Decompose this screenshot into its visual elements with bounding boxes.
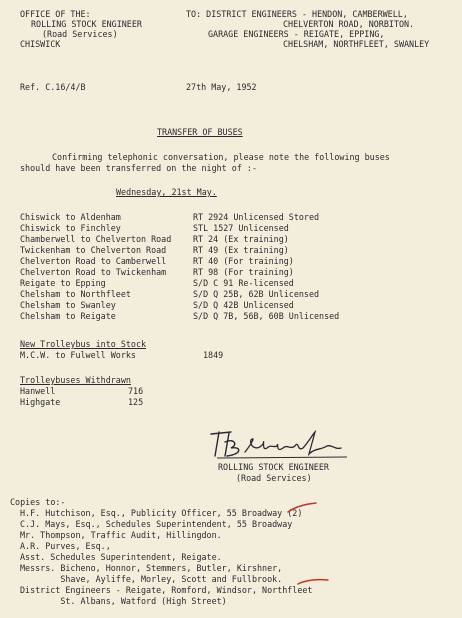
trolleybus-stock-value: 1849 xyxy=(203,350,224,360)
withdrawn-label: Highgate xyxy=(20,397,61,407)
copies-line: Messrs. Bicheno, Honnor, Stemmers, Butler, Kirshner, xyxy=(20,563,283,573)
transfer-route: Chelverton Road to Camberwell xyxy=(20,256,167,266)
copies-line: A.R. Purves, Esq., xyxy=(20,541,111,551)
copies-heading: Copies to:- xyxy=(10,497,66,507)
table-row xyxy=(20,212,450,222)
to-line-1: TO: DISTRICT ENGINEERS - HENDON, CAMBERWELL, xyxy=(186,9,408,19)
transfer-route: Chamberwell to Chelverton Road xyxy=(20,234,172,244)
memo-date: 27th May, 1952 xyxy=(186,82,257,92)
transfer-details: RT 98 (For training) xyxy=(193,267,294,277)
from-line-3: (Road Services) xyxy=(42,29,118,39)
trolleybus-stock-label: M.C.W. to Fulwell Works xyxy=(20,350,136,360)
transfer-details: RT 2924 Unlicensed Stored xyxy=(193,212,320,222)
copies-line: District Engineers - Reigate, Romford, Windsor, Northfleet xyxy=(20,585,313,595)
copies-line: St. Albans, Watford (High Street) xyxy=(20,596,227,606)
table-row xyxy=(20,245,450,255)
from-line-1: OFFICE OF THE: xyxy=(20,9,91,19)
withdrawn-value: 716 xyxy=(128,386,144,396)
signature-subtitle: (Road Services) xyxy=(236,473,312,483)
copies-line: Asst. Schedules Superintendent, Reigate. xyxy=(20,552,222,562)
transfer-details: S/D Q 42B Unlicensed xyxy=(193,300,294,310)
transfer-route: Chelsham to Northfleet xyxy=(20,289,131,299)
intro-line-2: should have been transferred on the night of :- xyxy=(20,163,257,173)
transfer-details: RT 24 (Ex training) xyxy=(193,234,289,244)
table-row xyxy=(20,350,450,360)
transfer-route: Reigate to Epping xyxy=(20,278,106,288)
signature-mark xyxy=(205,422,355,462)
transfer-route: Chiswick to Aldenham xyxy=(20,212,121,222)
transfer-route: Chelverton Road to Twickenham xyxy=(20,267,167,277)
table-row xyxy=(20,311,450,321)
transfer-details: STL 1527 Unlicensed xyxy=(193,223,289,233)
reference: Ref. C.16/4/B xyxy=(20,82,86,92)
table-row xyxy=(20,289,450,299)
transfer-details: S/D Q 25B, 62B Unlicensed xyxy=(193,289,320,299)
intro-line-1: Confirming telephonic conversation, please note the following buses xyxy=(52,152,390,162)
transfer-route: Chelsham to Swanley xyxy=(20,300,116,310)
to-line-3: GARAGE ENGINEERS - REIGATE, EPPING, xyxy=(208,29,385,39)
table-row xyxy=(20,223,450,233)
table-row xyxy=(20,234,450,244)
copies-line: Mr. Thompson, Traffic Audit, Hillingdon. xyxy=(20,530,222,540)
transfer-details: S/D Q 7B, 56B, 60B Unlicensed xyxy=(193,311,340,321)
copies-line: Shave, Ayliffe, Morley, Scott and Fullbrook. xyxy=(20,574,283,584)
transfer-details: S/D C 91 Re-licensed xyxy=(193,278,294,288)
from-line-2: ROLLING STOCK ENGINEER xyxy=(31,19,142,29)
trolleybus-withdrawn-heading: Trolleybuses Withdrawn xyxy=(20,375,131,385)
copies-line: C.J. Mays, Esq., Schedules Superintendent, 55 Broadway xyxy=(20,519,293,529)
copies-line: H.F. Hutchison, Esq., Publicity Officer, 55 Broadway (2) xyxy=(20,508,303,518)
table-row xyxy=(20,267,450,277)
withdrawn-value: 125 xyxy=(128,397,144,407)
transfer-route: Chiswick to Finchley xyxy=(20,223,121,233)
signature-title: ROLLING STOCK ENGINEER xyxy=(218,462,329,472)
to-line-2: CHELVERTON ROAD, NORBITON. xyxy=(283,19,415,29)
table-row xyxy=(20,397,450,407)
transfer-route: Chelsham to Reigate xyxy=(20,311,116,321)
table-row xyxy=(20,278,450,288)
transfer-date: Wednesday, 21st May. xyxy=(116,187,217,197)
transfer-details: RT 49 (Ex training) xyxy=(193,245,289,255)
transfer-details: RT 40 (For training) xyxy=(193,256,294,266)
memo-title: TRANSFER OF BUSES xyxy=(157,127,243,137)
trolleybus-stock-heading: New Trolleybus into Stock xyxy=(20,339,147,349)
to-line-4: CHELSHAM, NORTHFLEET, SWANLEY xyxy=(283,39,430,49)
from-line-4: CHISWICK xyxy=(20,39,61,49)
withdrawn-label: Hanwell xyxy=(20,386,56,396)
table-row xyxy=(20,300,450,310)
table-row xyxy=(20,386,450,396)
transfer-route: Twickenham to Chelverton Road xyxy=(20,245,167,255)
table-row xyxy=(20,256,450,266)
